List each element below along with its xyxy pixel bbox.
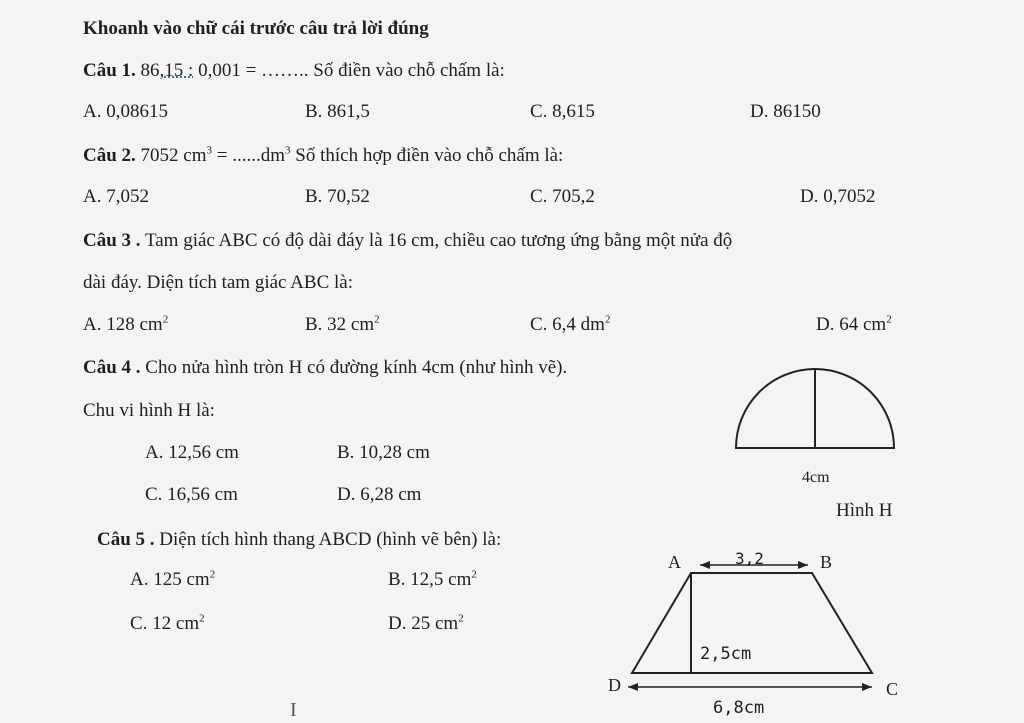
semicircle-figure [730, 360, 900, 460]
semicircle-caption: Hình H [836, 500, 893, 521]
q2-sup-a: 3 [206, 144, 213, 157]
q2-option-c[interactable]: C. 705,2 [530, 186, 595, 207]
q2-expr-a: 7052 cm [135, 145, 207, 166]
q4-label: Câu 4 . [83, 357, 141, 378]
vertex-d-label: D [608, 675, 621, 695]
q1-expr-b: 15 : [164, 60, 194, 81]
q2-option-b[interactable]: B. 70,52 [305, 186, 370, 207]
q4-option-d[interactable]: D. 6,28 cm [337, 484, 422, 505]
bottom-base-label: 6,8cm [713, 698, 765, 718]
q3-text-line2: dài đáy. Diện tích tam giác ABC là: [83, 272, 353, 293]
worksheet-heading: Khoanh vào chữ cái trước câu trả lời đúng [83, 18, 429, 39]
trapezoid-figure [600, 545, 920, 705]
q1-tail: Số điền vào chỗ chấm là: [308, 60, 505, 81]
q1-option-a[interactable]: A. 0,08615 [83, 101, 168, 122]
q4-text-line2: Chu vi hình H là: [83, 400, 215, 421]
q4-option-b[interactable]: B. 10,28 cm [337, 442, 430, 463]
q1-label: Câu 1. [83, 60, 136, 81]
question-3 [83, 231, 732, 250]
q3-option-b[interactable]: B. 32 $cm^2$ [305, 313, 380, 335]
semicircle-diameter-label: 4cm [802, 469, 830, 486]
vertex-a-label: A [668, 552, 681, 572]
question-5 [97, 530, 501, 549]
q4-option-c[interactable]: C. 16,56 cm [145, 484, 238, 505]
q3-option-d[interactable]: D. 64 $cm^2$ [816, 313, 892, 335]
q2-sup-b: 3 [285, 144, 291, 157]
q1-option-c[interactable]: C. 8,615 [530, 101, 595, 122]
q3-text-line1: Tam giác ABC có độ dài đáy là 16 cm, chiều cao tương ứng bằng một nửa độ [140, 230, 733, 251]
q5-option-c[interactable]: C. 12 $cm^2$ [130, 612, 205, 634]
top-arrow-right-head [798, 561, 808, 569]
q3-option-c[interactable]: C. 6,4 $dm^2$ [530, 313, 611, 335]
q4-option-a[interactable]: A. 12,56 cm [145, 442, 239, 463]
trapezoid-outline [632, 573, 872, 673]
bottom-arrow-left-head [628, 683, 638, 691]
question-1 [83, 61, 505, 80]
q5-option-b[interactable]: B. 12,5 $cm^2$ [388, 568, 477, 590]
q5-text: Diện tích hình thang ABCD (hình vẽ bên) là: [154, 529, 502, 550]
text-cursor-icon: I [290, 699, 297, 721]
vertex-b-label: B [820, 552, 833, 572]
q3-label: Câu 3 . [83, 230, 141, 251]
height-label: 2,5cm [700, 644, 752, 664]
vertex-c-label: C [886, 679, 899, 699]
q5-option-d[interactable]: D. 25 $cm^2$ [388, 612, 464, 634]
q4-text-line1: Cho nửa hình tròn H có đường kính 4cm (như hình vẽ). [140, 357, 568, 378]
q2-tail: Số thích hợp điền vào chỗ chấm là: [290, 145, 564, 166]
top-base-label: 3,2 [735, 549, 764, 568]
top-arrow-left-head [700, 561, 710, 569]
q2-expr-b: = ......dm [212, 145, 286, 166]
q1-expr-c: 0,001 = …….. [193, 60, 309, 81]
q5-label: Câu 5 . [97, 529, 155, 550]
q2-option-d[interactable]: D. 0,7052 [800, 186, 876, 207]
q2-label: Câu 2. [83, 145, 136, 166]
q1-expr-a: 86, [140, 60, 165, 81]
bottom-arrow-right-head [862, 683, 872, 691]
question-4 [83, 358, 567, 377]
q3-option-a[interactable]: A. 128 $cm^2$ [83, 313, 169, 335]
question-2 [83, 146, 563, 165]
q5-option-a[interactable]: A. 125 $cm^2$ [130, 568, 216, 590]
q2-option-a[interactable]: A. 7,052 [83, 186, 149, 207]
q1-option-b[interactable]: B. 861,5 [305, 101, 370, 122]
q1-option-d[interactable]: D. 86150 [750, 101, 821, 122]
